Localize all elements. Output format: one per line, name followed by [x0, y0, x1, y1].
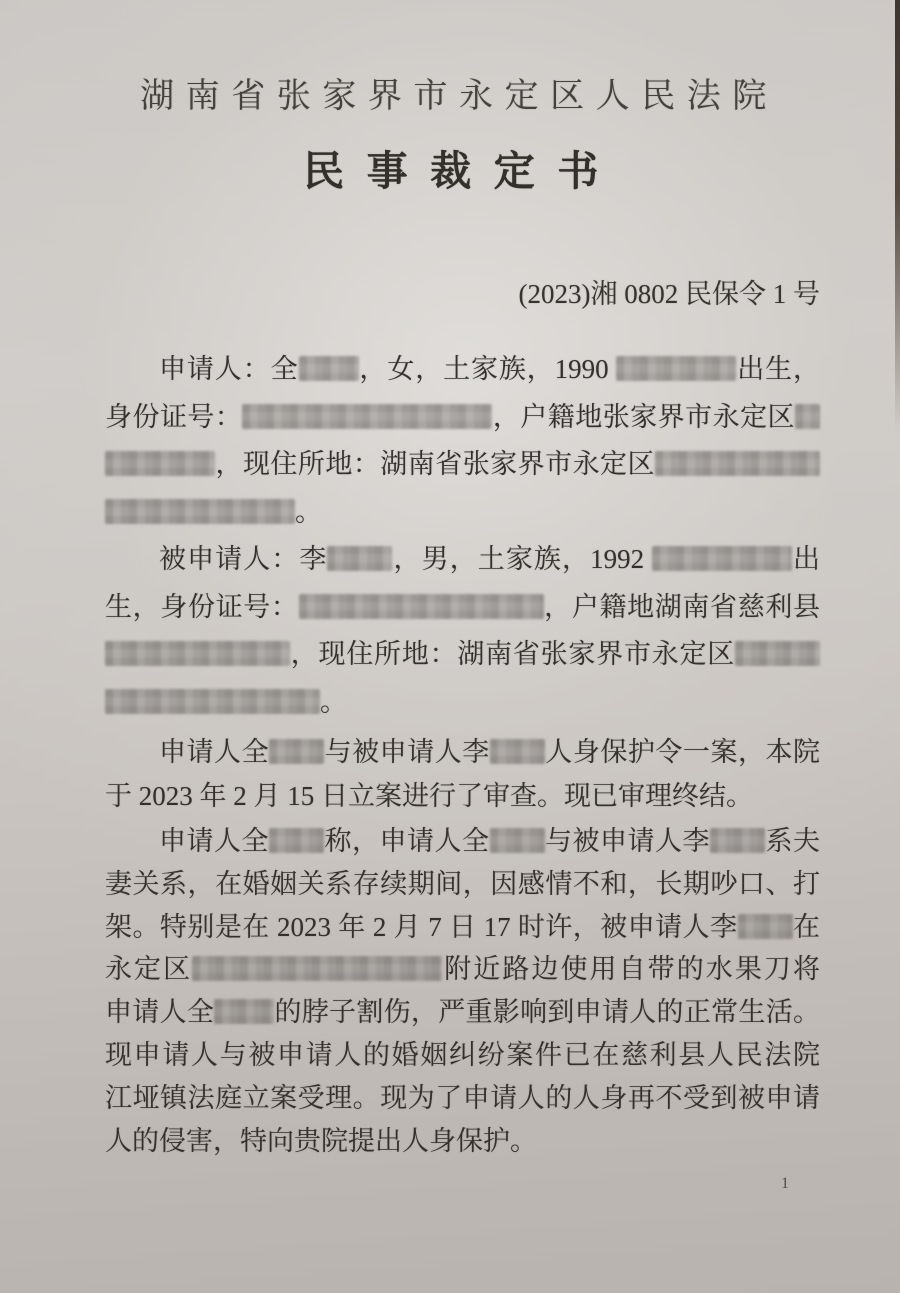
text-segment: 人身保护令一案，本院 [544, 737, 821, 767]
redaction-block [105, 499, 295, 524]
redaction-block [738, 914, 793, 939]
text-segment: 申请人：全 [159, 354, 299, 384]
text-line [105, 774, 820, 818]
text-line [105, 536, 820, 584]
text-segment: 出 [791, 544, 820, 574]
text-segment: 附近路边使用自带的水果刀将 [442, 954, 820, 985]
redaction-block [655, 451, 820, 476]
text-segment: 在 [792, 911, 821, 942]
photo-edge-shadow [895, 0, 900, 430]
court-name: 湖南省张家界市永定区人民法院 [140, 78, 778, 115]
paragraph-applicant-claim [105, 820, 820, 1162]
redaction-block [269, 828, 324, 853]
text-line [105, 820, 820, 863]
redaction-block [490, 739, 545, 764]
page-number: 1 [781, 1175, 789, 1192]
redaction-block [735, 641, 820, 666]
text-segment: 称，申请人全 [324, 826, 490, 856]
paragraph-case-summary [105, 730, 820, 818]
text-line [105, 906, 820, 949]
redaction-block [710, 828, 765, 853]
paragraph-respondent [105, 536, 820, 726]
redaction-block [299, 356, 359, 381]
text-segment: 被申请人：李 [159, 544, 328, 574]
redaction-block [105, 451, 215, 476]
text-line [105, 1077, 820, 1120]
text-segment: 的脖子割伤，严重影响到申请人的正常生活。 [274, 997, 821, 1028]
text-line [105, 584, 820, 632]
text-segment: 妻关系，在婚姻关系存续期间，因感情不和，长期吵口、打 [105, 868, 820, 899]
text-segment: ，男，土家族，1992 [392, 544, 652, 574]
redaction-block [242, 404, 492, 429]
text-segment: 现申请人与被申请人的婚姻纠纷案件已在慈利县人民法院 [105, 1039, 820, 1070]
redaction-block [105, 641, 290, 666]
text-line [105, 394, 820, 442]
text-segment: 申请人全 [159, 737, 270, 767]
text-line [105, 679, 820, 727]
text-line [105, 441, 820, 489]
case-number: (2023)湘 0802 民保令 1 号 [518, 279, 820, 309]
text-segment: ，现住所地：湖南省张家界市永定区 [290, 639, 735, 669]
redaction-block [299, 594, 544, 619]
text-line [105, 863, 820, 906]
document-title: 民事裁定书 [303, 148, 621, 194]
text-line [105, 730, 820, 774]
document-body [105, 346, 820, 1162]
text-segment: ，现住所地：湖南省张家界市永定区 [215, 449, 655, 479]
text-segment: 。 [295, 496, 322, 527]
text-segment: ，户籍地湖南省慈利县 [543, 591, 821, 622]
redaction-block [652, 546, 792, 571]
text-line [105, 1120, 820, 1163]
text-segment: ，女，土家族，1990 [358, 354, 617, 384]
paragraph-applicant [105, 346, 820, 536]
redaction-block [192, 956, 442, 981]
text-segment: 人的侵害，特向贵院提出人身保护。 [105, 1125, 537, 1156]
text-segment: 与被申请人李 [324, 737, 490, 767]
text-line [105, 489, 820, 537]
text-segment: 系夫 [765, 826, 820, 856]
redaction-block [490, 828, 545, 853]
text-segment: 身份证号： [105, 401, 243, 432]
text-segment: 申请人全 [105, 997, 215, 1028]
redaction-block [105, 689, 320, 714]
redaction-block [269, 739, 324, 764]
text-line [105, 991, 820, 1034]
redaction-block [327, 546, 392, 571]
text-segment: 于 2023 年 2 月 15 日立案进行了审查。现已审理终结。 [105, 781, 753, 811]
text-line [105, 1034, 820, 1077]
text-segment: ，户籍地张家界市永定区 [492, 401, 796, 432]
redaction-block [795, 404, 820, 429]
text-segment: 江垭镇法庭立案受理。现为了申请人的人身再不受到被申请 [105, 1082, 820, 1113]
text-segment: 永定区 [105, 954, 193, 985]
text-line [105, 631, 820, 679]
text-line [105, 948, 820, 991]
text-line [105, 346, 820, 394]
text-segment: 申请人全 [159, 826, 269, 856]
redaction-block [616, 356, 736, 381]
text-segment: 架。特别是在 2023 年 2 月 7 日 17 时许，被申请人李 [105, 911, 738, 942]
text-segment: 与被申请人李 [544, 826, 710, 856]
text-segment: 生，身份证号： [105, 591, 299, 622]
text-segment: 。 [320, 686, 347, 717]
text-segment: 出生， [736, 354, 821, 384]
redaction-block [214, 999, 274, 1024]
